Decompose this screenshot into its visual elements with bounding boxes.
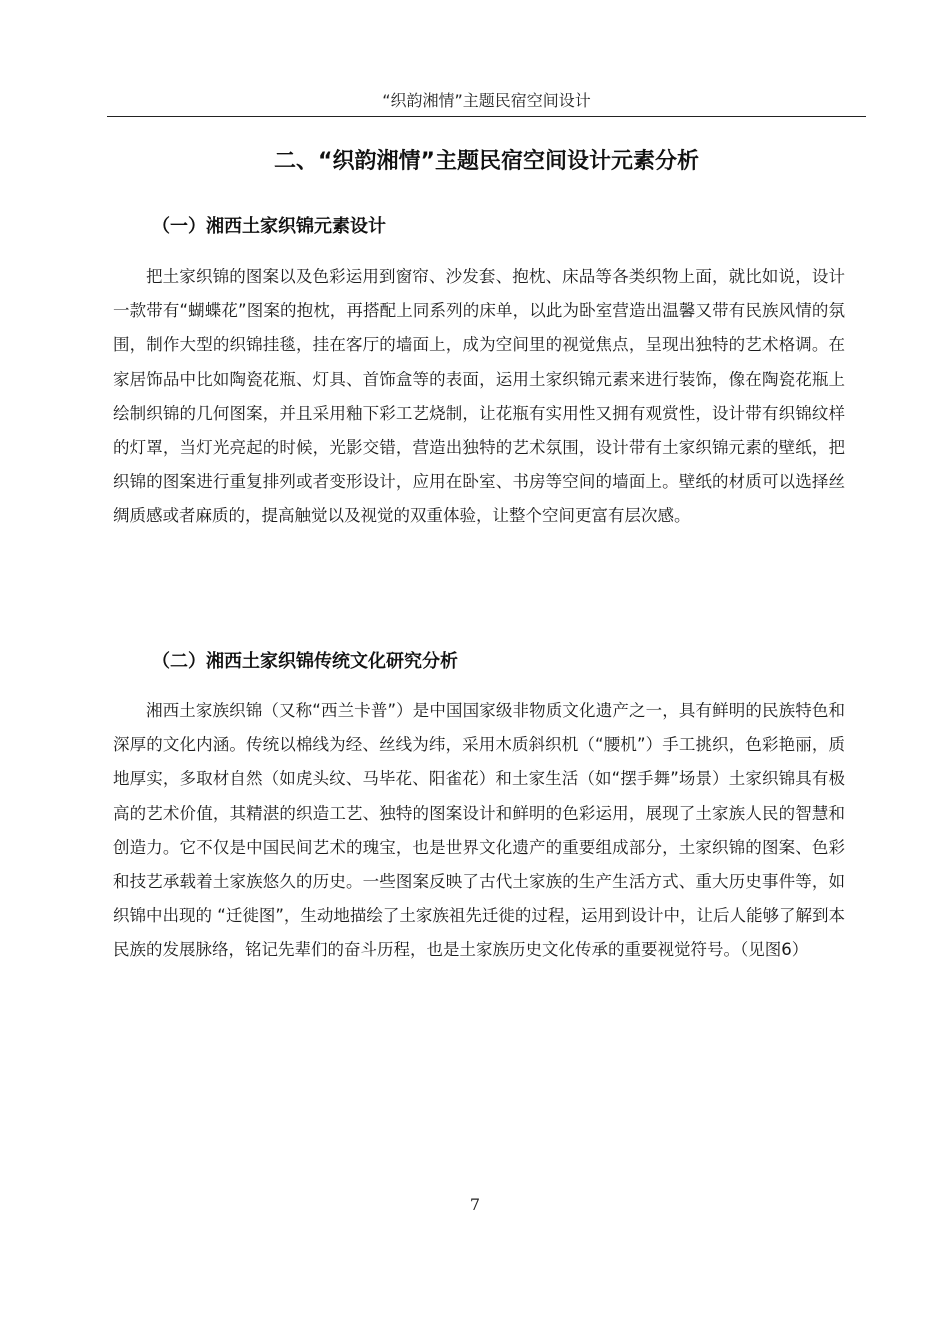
section-title-1: （一）湘西土家织锦元素设计: [152, 216, 386, 237]
running-header: [107, 88, 866, 117]
page-number: 7: [469, 1195, 481, 1214]
section-title-2: （二）湘西土家织锦传统文化研究分析: [152, 651, 458, 672]
section-1-paragraph: 把土家织锦的图案以及色彩运用到窗帘、沙发套、抱枕、床品等各类织物上面，就比如说，设计一款带有“蝴蝶花”图案的抱枕，再搭配上同系列的床单，以此为卧室营造出温馨又带有民族风情的氛围，制作大型的织锦挂毯，挂在客厅的墙面上，成为空间里的视觉焦点，呈现出独特的艺术格调。在家居饰品中比如陶瓷花瓶、灯具、首饰盒等的表面，运用土家织锦元素来进行装饰，像在陶瓷花瓶上绘制织锦的几何图案，并且采用釉下彩工艺烧制，让花瓶有实用性又拥有观赏性，设计带有织锦纹样的灯罩，当灯光亮起的时候，光影交错，营造出独特的艺术氛围，设计带有土家织锦元素的壁纸，把织锦的图案进行重复排列或者变形设计，应用在卧室、书房等空间的墙面上。壁纸的材质可以选择丝绸质感或者麻质的，提高触觉以及视觉的双重体验，让整个空间更富有层次感。: [113, 267, 845, 526]
section-2-paragraph: 湘西土家族织锦（又称“西兰卡普”）是中国国家级非物质文化遗产之一，具有鲜明的民族特色和深厚的文化内涵。传统以棉线为经、丝线为纬，采用木质斜织机（“腰机”）手工挑织，色彩艳丽，质地厚实，多取材自然（如虎头纹、马毕花、阳雀花）和土家生活（如“摆手舞”场景）土家织锦具有极高的艺术价值，其精湛的织造工艺、独特的图案设计和鲜明的色彩运用，展现了土家族人民的智慧和创造力。它不仅是中国民间艺术的瑰宝，也是世界文化遗产的重要组成部分，土家织锦的图案、色彩和技艺承载着土家族悠久的历史。一些图案反映了古代土家族的生产生活方式、重大历史事件等，如织锦中出现的 “迁徙图”，生动地描绘了土家族祖先迁徙的过程，运用到设计中，让后人能够了解到本民族的发展脉络，铭记先辈们的奋斗历程，也是土家族历史文化传承的重要视觉符号。（见图6）: [113, 701, 845, 960]
running-header-title: “织韵湘情”主题民宿空间设计: [382, 91, 591, 110]
chapter-title: 二、“织韵湘情”主题民宿空间设计元素分析: [274, 149, 699, 174]
